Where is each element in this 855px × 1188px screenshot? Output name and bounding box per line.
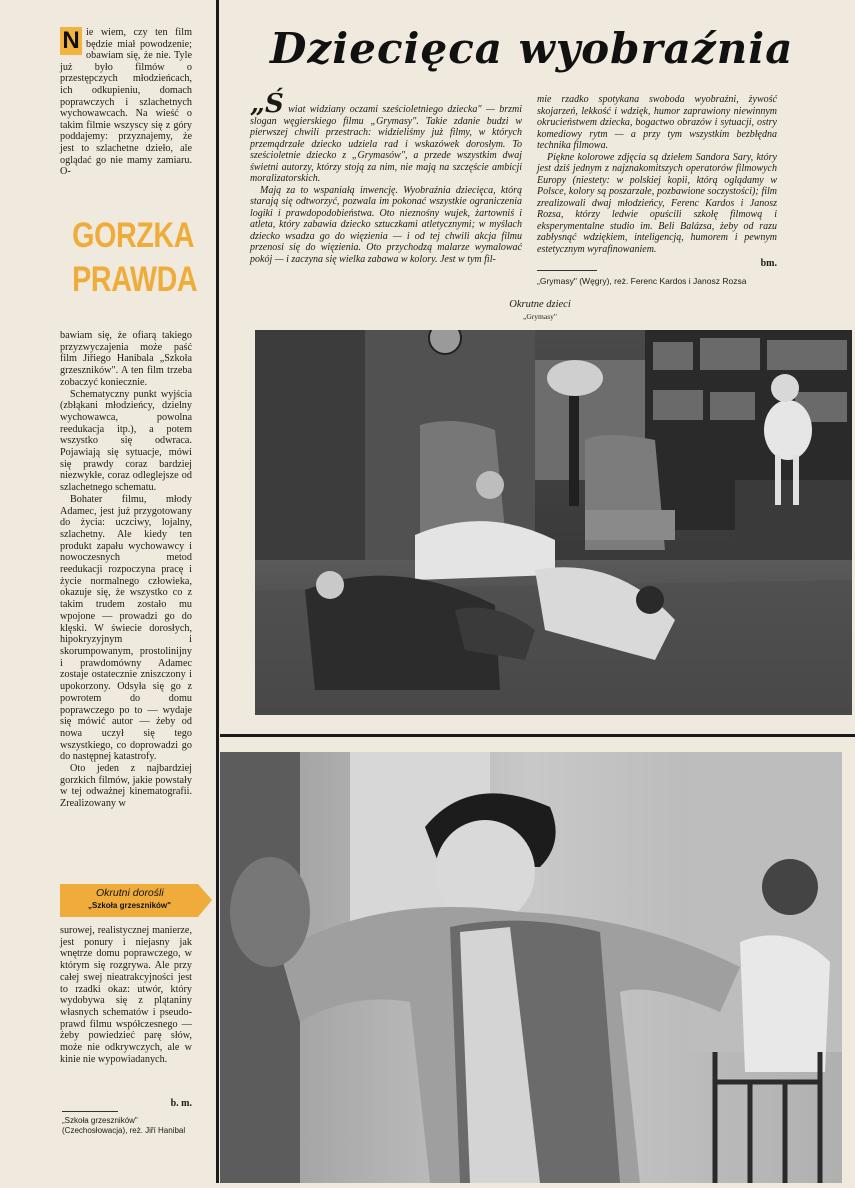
review-body <box>60 330 192 810</box>
credit-rule <box>537 270 597 271</box>
article-column-2 <box>537 94 777 255</box>
intro-text: ie wiem, czy ten film będzie miał powodzenie; obawiam się, że nie. Tyle już było filmów o przestępczych młodzieńcach, ich odkupieniu, domach poprawczych i szlachetnych wychowawcach. Na wieść o takim filmie wszyscy się z góry poddajemy: przyznajemy, że jest to szlachetne dzieło, ale oglądać go nie mamy zamiaru. O- <box>60 27 192 178</box>
side-heading <box>72 214 198 302</box>
article-paragraph: Mają za to wspaniałą inwencję. Wyobraźnia dziecięca, którą starają się odtworzyć, pozwala im pokonać wszystkie ograniczenia logiki i prawdopodobieństwa. Oto nieznośny wujek, żartowniś i atleta, który zabawia dziecko sztuczkami atletycznymi; w myślach dziecko wsadza go do więzienia — i od tej chwili akcja filmu przenosi się do więzienia. Oto przychodzą malarze wymalować pokój — i zaczyna się wielka zabawa w kolory. Jest w tym fil- <box>250 184 522 265</box>
photo-caption: Okrutne dzieci <box>509 299 571 310</box>
intro-paragraph <box>60 27 192 178</box>
article-paragraph <box>250 89 523 185</box>
lead-text: wiat widziany oczami sześcioletniego dziecka" — brzmi slogan węgierskiego filmu „Grymasy". Takie zdanie budzi w pierwszej chwili przestrach: widzieliśmy już filmy, w których przemądrzałe dziecko udziela rad i wskazówek dorosłym. To sześcioletnie dziecko z „Grymasów", a przede wszystkim dwaj świetni autorzy, którzy stoją za nim, nie mają na szczęście ambicji moralizatorskich. <box>250 104 523 184</box>
photo-caption-sub: „Grymasy" <box>523 312 557 321</box>
column-divider <box>216 0 219 1183</box>
film-credit: „Grymasy" (Węgry), reż. Ferenc Kardos i Janosz Rozsa <box>537 276 747 286</box>
credit-rule <box>62 1111 118 1112</box>
side-heading-line1: GORZKA <box>72 216 195 255</box>
film-credit: „Szkoła grzeszników" (Czechosłowacja), reż. Jiří Hanibal <box>62 1116 186 1135</box>
photo-young-man <box>220 752 842 1183</box>
review-body-continued: surowej, realistycznej manierze, jest ponury i niejasny jak wnętrze domu poprawczego, w którym się rozgrywa. Ale przy całej swej nieatrakcyjności jest to rzadki okaz: utwór, który wydobywa się z plątaniny własnych schematów i pseudo-prawd filmu współczesnego — żeby powiedzieć parę słów, może nie odkrywczych, ale w kinie nie wypowiadanych. <box>60 925 192 1065</box>
film-still-szkola-grzesznikow <box>220 752 842 1183</box>
article-title: Dziecięca wyobraźnia <box>270 24 794 73</box>
section-divider <box>220 734 855 737</box>
article-signature: bm. <box>760 258 777 269</box>
side-heading-line2: PRAWDA <box>72 260 198 299</box>
banner-subtitle: „Szkoła grzeszników" <box>88 901 171 910</box>
article-paragraph: mie rzadko spotykana swoboda wyobraźni, żywość skojarzeń, lekkość i wdzięk, humor zaprawiony niewinnym okrucieństwem dziecka, bogactwo obrazów i sytuacji, ostry komediowy rytm — a przy tym wszystkim bezbłędna technika filmowa. <box>537 94 777 151</box>
review-signature: b. m. <box>170 1098 192 1109</box>
film-still-grymasy <box>255 330 852 715</box>
review-paragraph: Bohater filmu, młody Adamec, jest już przygotowany do życia: uczciwy, lojalny, szlachetny. Ale kiedy ten produkt zapału wychowawcy i nowoczesnych metod reedukacji rozpoczyna pracę i życie normalnego człowieka, okazuje się, że wszystko co z takim trudem zostało mu wpojone — prowadzi go do klęski. W świecie dorosłych, hipokryzyjnym i skorumpowanym, prostolinijny i prawdomówny Adamec zostaje ostatecznie zniszczony i upokorzony. Odsyła się go z powrotem do domu poprawczego po to — wydaje się mówić autor — żeby od nowa uczył się tego wszystkiego, co doprowadzi go do następnej katastrofy. <box>60 493 192 763</box>
photo-room-scene <box>255 330 852 715</box>
review-paragraph: Oto jeden z najbardziej gorzkich filmów, jakie powstały w tej odważnej kinematografii. Zrealizowany w <box>60 763 192 810</box>
article-column-1 <box>250 89 523 265</box>
review-paragraph: bawiam się, że ofiarą takiego przyzwyczajenia może paść film Jiřiego Hanibala „Szkoła grzeszników". A ten film trzeba zobaczyć koniecznie. <box>60 330 192 388</box>
lead-quote-mark: „Ś <box>250 89 284 119</box>
drop-cap: N <box>60 27 82 55</box>
banner-title: Okrutni dorośli <box>96 887 164 899</box>
article-paragraph: Piękne kolorowe zdjęcia są dziełem Sandora Sary, który jest dziś jednym z najznakomitszych operatorów filmowych Europy (niestety: w polskiej kopii, którą oglądamy w Polsce, kolory są poszarzałe, pozbawione soczystości); film zrealizowali dwaj młodzieńcy, Ferenc Kardos i Janosz Rozsa, którzy ledwie opuścili szkołę filmową i eksperymentalne studio im. Beli Balázsa, żeby od razu zabłysnąć wdziękiem, inteligencją, humorem i pewnym estetycznym wyrafinowaniem. <box>537 151 777 255</box>
review-paragraph: Schematyczny punkt wyjścia (zbłąkani młodzieńcy, dzielny wychowawca, powolna reedukacja itp.), a potem wszystko się odwraca. Pojawiają się sytuacje, mówi się prawdy coraz bardziej niezwykłe, coraz odleglejsze od szlachetnego schematu. <box>60 388 192 494</box>
